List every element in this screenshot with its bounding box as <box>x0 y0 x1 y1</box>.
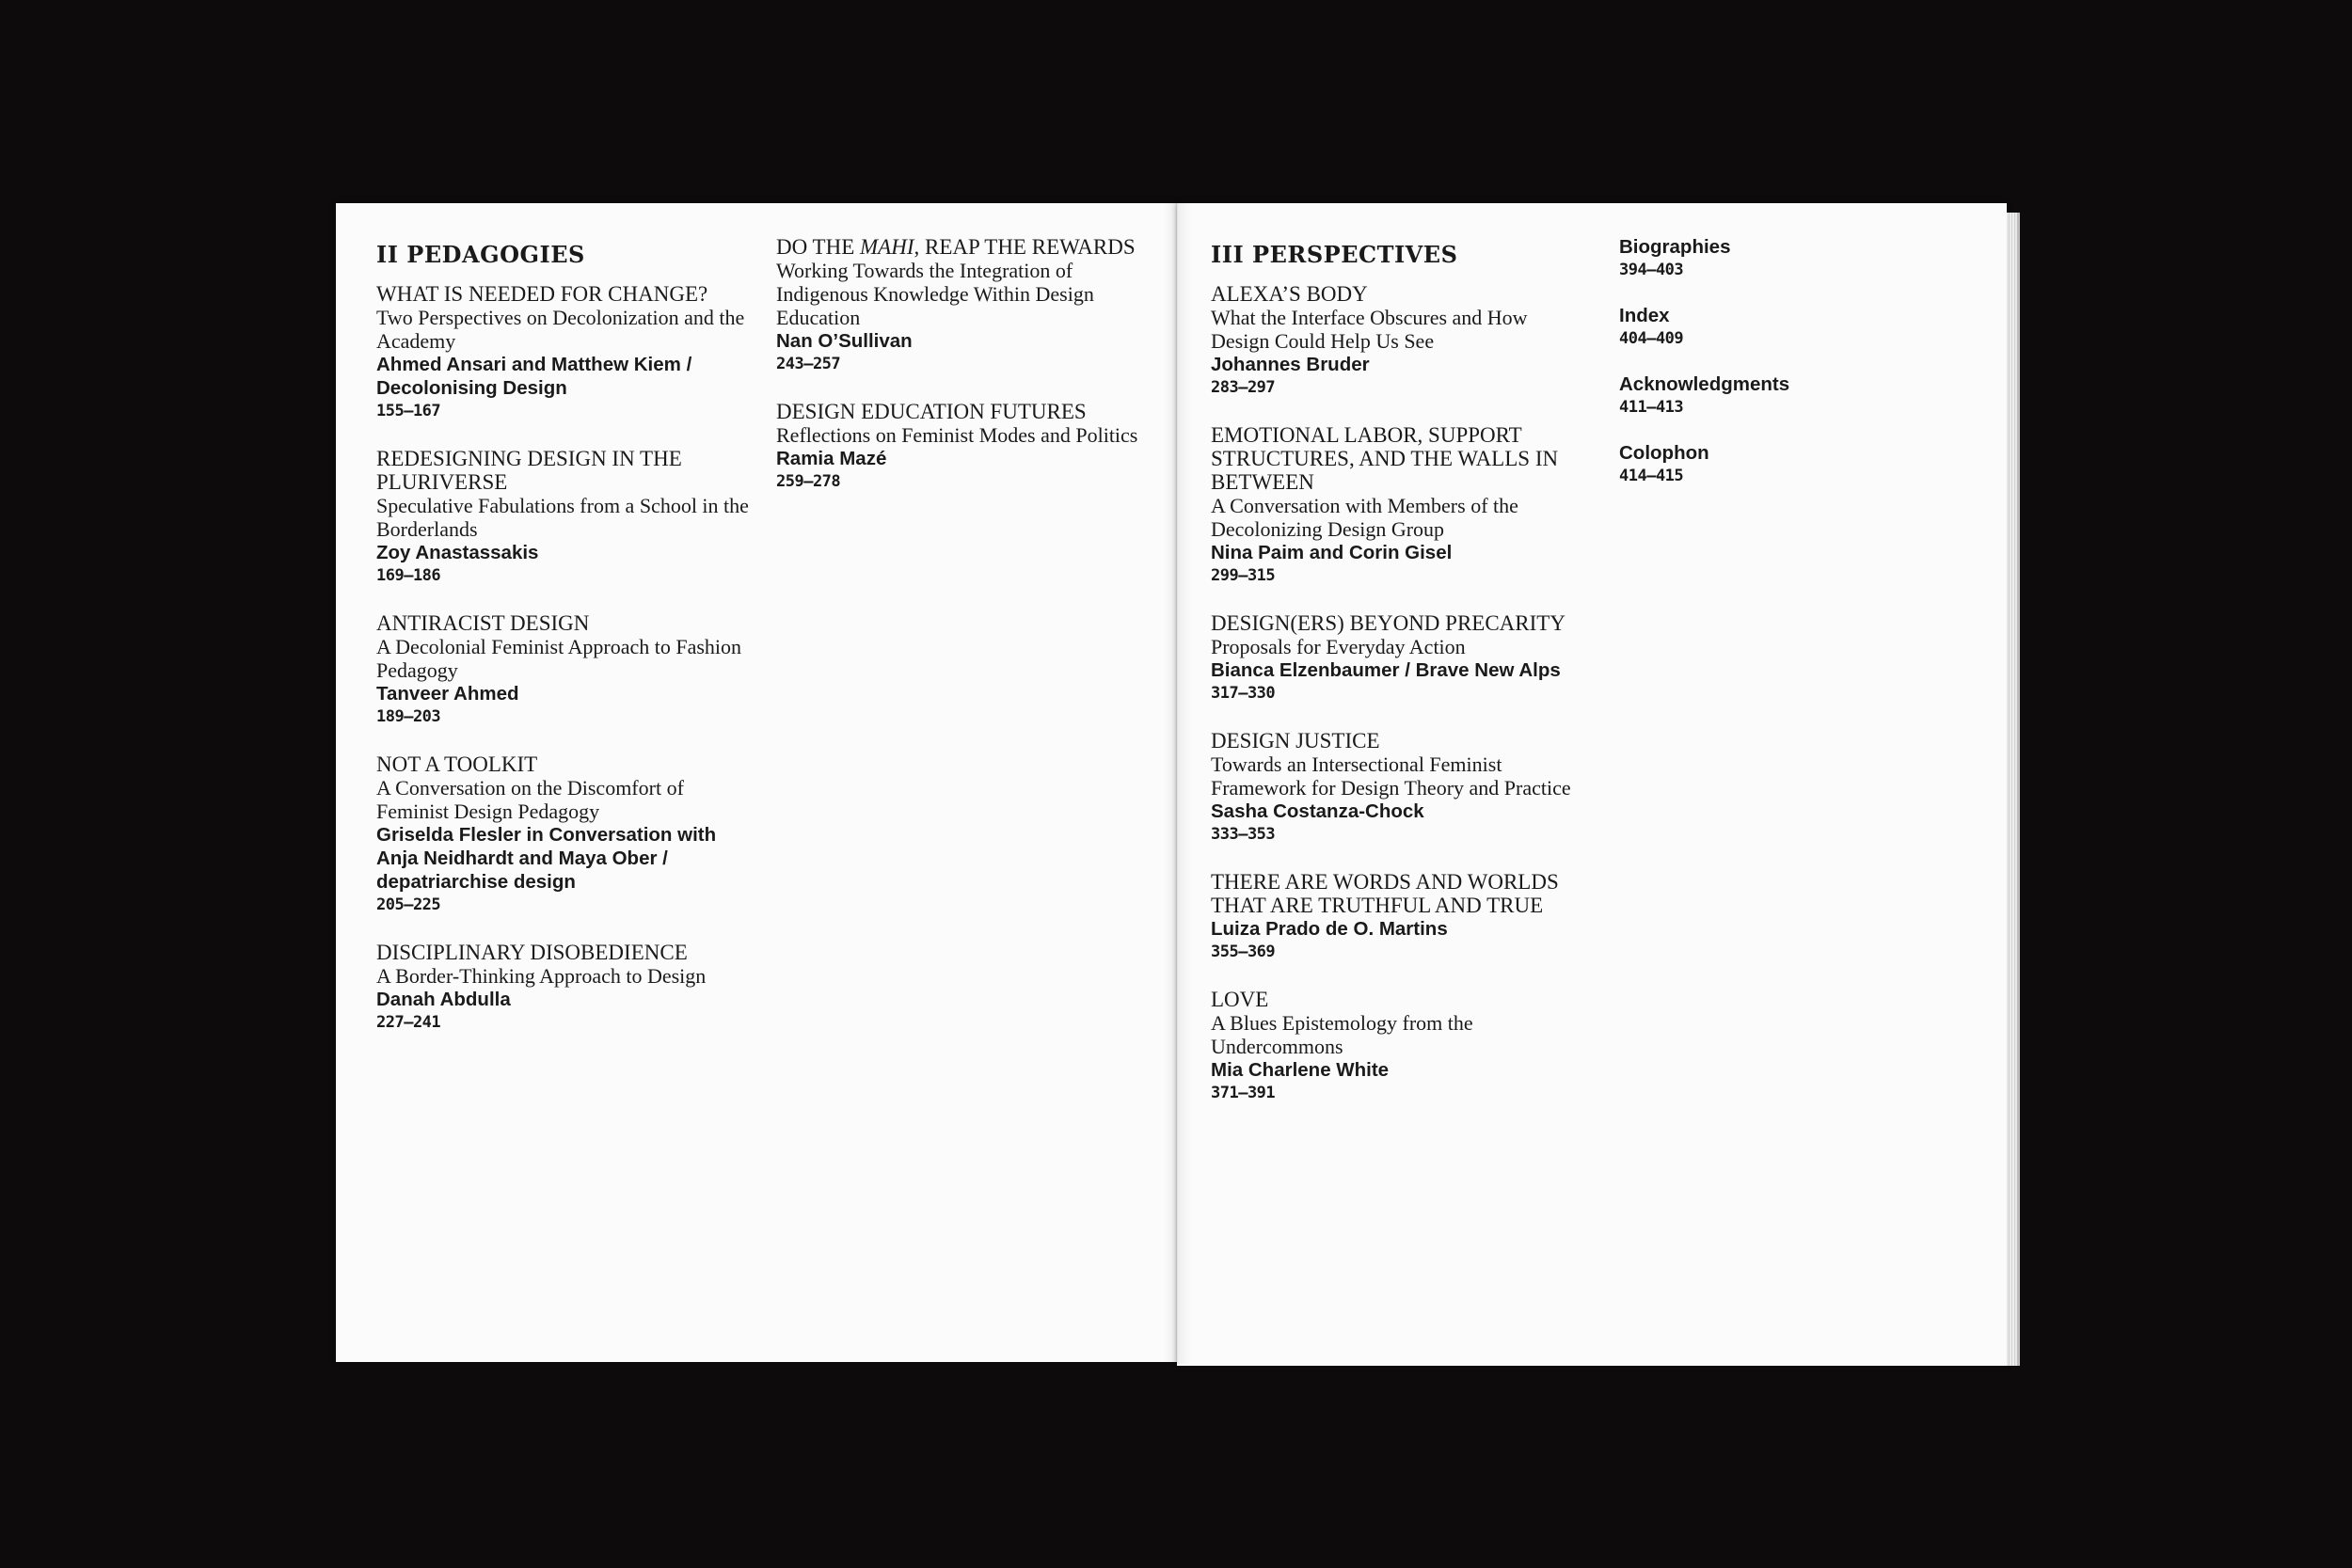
entry-pages: 259–278 <box>776 472 841 491</box>
toc-entry <box>376 941 753 1035</box>
entry-author: Luiza Prado de O. Martins <box>1211 918 1448 940</box>
entry-pages: 189–203 <box>376 707 441 726</box>
entry-pages: 411–413 <box>1619 398 1684 417</box>
entry-title-italic: MAHI <box>860 235 914 259</box>
toc-column-1 <box>376 235 753 1058</box>
entry-pages: 299–315 <box>1211 566 1276 585</box>
entry-pages: 394–403 <box>1619 261 1684 279</box>
entry-title: REDESIGNING DESIGN IN THE PLURIVERSE <box>376 447 682 494</box>
entry-subtitle: Proposals for Everyday Action <box>1211 635 1466 658</box>
entry-title: NOT A TOOLKIT <box>376 752 538 776</box>
entry-title: DESIGN EDUCATION FUTURES <box>776 400 1087 423</box>
toc-entry <box>776 400 1152 494</box>
entry-title: DISCIPLINARY DISOBEDIENCE <box>376 941 688 964</box>
toc-entry <box>376 447 753 588</box>
entry-title: LOVE <box>1211 988 1269 1011</box>
entry-author: Mia Charlene White <box>1211 1059 1390 1081</box>
entry-pages: 205–225 <box>376 895 441 914</box>
entry-title: WHAT IS NEEDED FOR CHANGE? <box>376 282 708 306</box>
entry-author: Biographies <box>1619 236 1731 258</box>
entry-title: DESIGN JUSTICE <box>1211 729 1380 752</box>
entry-subtitle: A Conversation on the Discomfort of Feminist Design Pedagogy <box>376 776 684 823</box>
toc-entry <box>1211 729 1587 847</box>
entry-author: Sasha Costanza-Chock <box>1211 800 1424 822</box>
entry-subtitle: A Blues Epistemology from the Undercommons <box>1211 1011 1473 1058</box>
entry-pages: 169–186 <box>376 566 441 585</box>
entry-subtitle: Speculative Fabulations from a School in the Borderlands <box>376 494 749 541</box>
entry-pages: 243–257 <box>776 355 841 373</box>
toc-entry <box>1211 988 1587 1105</box>
entry-author: Ramia Mazé <box>776 448 887 469</box>
entry-author: Nina Paim and Corin Gisel <box>1211 542 1453 563</box>
section-heading-pedagogies: II PEDAGOGIES <box>376 241 585 268</box>
entry-subtitle: A Decolonial Feminist Approach to Fashion Pedagogy <box>376 635 742 682</box>
entry-pages: 414–415 <box>1619 467 1684 485</box>
entry-pages: 317–330 <box>1211 684 1276 703</box>
entry-subtitle: Towards an Intersectional Feminist Framework for Design Theory and Practice <box>1211 752 1571 800</box>
entry-subtitle: Reflections on Feminist Modes and Politics <box>776 423 1138 447</box>
entry-title-part: , REAP THE REWARDS <box>914 235 1136 259</box>
toc-entry <box>1211 870 1587 964</box>
entry-author: Acknowledgments <box>1619 373 1790 395</box>
book-gutter <box>1163 203 1191 1364</box>
entry-title: DESIGN(ERS) BEYOND PRECARITY <box>1211 611 1565 635</box>
entry-title <box>776 235 1152 259</box>
entry-pages: 404–409 <box>1619 329 1684 348</box>
entry-author: Danah Abdulla <box>376 989 511 1010</box>
entry-title: EMOTIONAL LABOR, SUPPORT STRUCTURES, AND THE WALLS IN BETWEEN <box>1211 423 1559 494</box>
entry-subtitle: A Border-Thinking Approach to Design <box>376 964 707 988</box>
toc-entry <box>776 235 1152 376</box>
entry-title: ANTIRACIST DESIGN <box>376 611 590 635</box>
entry-title: ALEXA’S BODY <box>1211 282 1368 306</box>
entry-author: Zoy Anastassakis <box>376 542 539 563</box>
entry-author: Nan O’Sullivan <box>776 330 913 352</box>
toc-entry-backmatter <box>1619 441 1930 488</box>
entry-author: Tanveer Ahmed <box>376 683 519 705</box>
entry-subtitle: A Conversation with Members of the Decolonizing Design Group <box>1211 494 1518 541</box>
entry-pages: 227–241 <box>376 1013 441 1032</box>
toc-entry-backmatter <box>1619 372 1930 420</box>
entry-subtitle: Two Perspectives on Decolonization and the Academy <box>376 306 745 353</box>
entry-author: Index <box>1619 305 1670 326</box>
toc-entry <box>1211 423 1587 588</box>
toc-entry-backmatter <box>1619 304 1930 351</box>
toc-entry <box>1211 611 1587 705</box>
entry-pages: 371–391 <box>1211 1084 1276 1102</box>
entry-pages: 155–167 <box>376 402 441 420</box>
toc-entry <box>376 611 753 729</box>
toc-entry <box>1211 282 1587 400</box>
entry-pages: 355–369 <box>1211 942 1276 961</box>
entry-author: Griselda Flesler in Conversation with Anja Neidhardt and Maya Ober / depatriarchise design <box>376 824 717 893</box>
toc-column-2 <box>776 235 1152 517</box>
page-edges <box>2007 213 2020 1366</box>
entry-subtitle: What the Interface Obscures and How Design Could Help Us See <box>1211 306 1528 353</box>
section-heading-perspectives: III PERSPECTIVES <box>1211 241 1458 268</box>
toc-entry <box>376 282 753 423</box>
entry-author: Johannes Bruder <box>1211 354 1370 375</box>
entry-author: Colophon <box>1619 442 1709 464</box>
entry-title-part: DO THE <box>776 235 861 259</box>
toc-column-4 <box>1619 235 1930 510</box>
toc-entry-backmatter <box>1619 235 1930 282</box>
entry-subtitle: Working Towards the Integration of Indigenous Knowledge Within Design Education <box>776 259 1094 329</box>
entry-pages: 283–297 <box>1211 378 1276 397</box>
entry-author: Ahmed Ansari and Matthew Kiem / Decolonising Design <box>376 354 692 399</box>
entry-pages: 333–353 <box>1211 825 1276 844</box>
toc-column-3 <box>1211 235 1587 1129</box>
entry-title: THERE ARE WORDS AND WORLDS THAT ARE TRUTHFUL AND TRUE <box>1211 870 1559 917</box>
entry-author: Bianca Elzenbaumer / Brave New Alps <box>1211 659 1561 681</box>
toc-entry <box>376 752 753 917</box>
